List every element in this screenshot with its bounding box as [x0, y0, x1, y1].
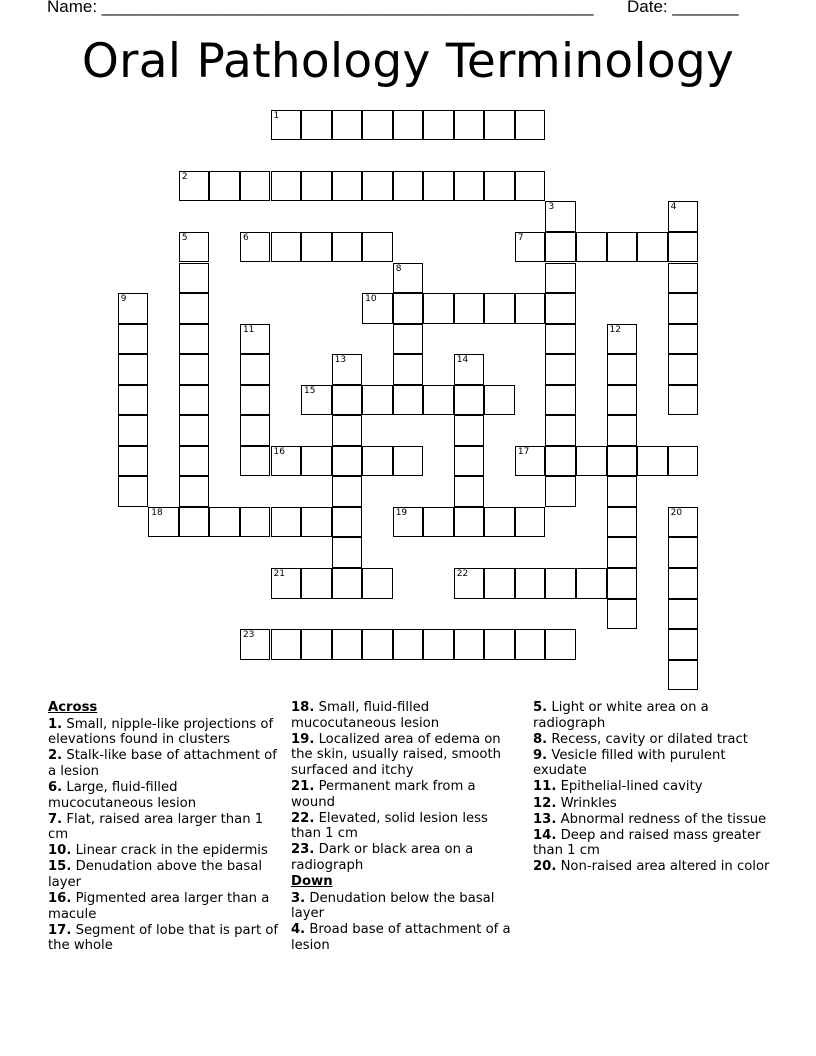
grid-cell[interactable] [393, 263, 424, 294]
clue-column-2 [291, 700, 521, 954]
grid-cell[interactable] [545, 568, 576, 599]
grid-cell[interactable] [332, 446, 363, 477]
grid-cell[interactable] [118, 293, 149, 324]
clue-number-label: 14. [533, 827, 557, 843]
clue-number-label: 18. [291, 700, 315, 715]
grid-cell[interactable] [332, 354, 363, 385]
clue-number: 1 [273, 110, 280, 121]
grid-cell[interactable] [607, 446, 638, 477]
clue-text: Denudation above the basal layer [48, 859, 262, 891]
clue-number: 20 [670, 507, 683, 518]
grid-cell[interactable] [271, 507, 302, 538]
clue-text: Small, fluid-filled mucocutaneous lesion [291, 700, 440, 731]
clue-item [291, 891, 521, 922]
clue-item [48, 780, 280, 811]
clue-text: Elevated, solid lesion less than 1 cm [291, 810, 488, 842]
clue-text: Recess, cavity or dilated tract [547, 731, 748, 747]
grid-cell[interactable] [607, 507, 638, 538]
grid-cell[interactable] [393, 324, 424, 355]
grid-cell[interactable] [515, 232, 546, 263]
grid-cell[interactable] [271, 232, 302, 263]
grid-cell[interactable] [515, 507, 546, 538]
clue-text: Permanent mark from a wound [291, 778, 476, 810]
grid-cell[interactable] [301, 507, 332, 538]
grid-cell[interactable] [454, 507, 485, 538]
grid-cell[interactable] [668, 629, 699, 660]
clue-number-label: 23. [291, 842, 315, 858]
clue-number-label: 12. [533, 795, 557, 811]
clue-text: Localized area of edema on the skin, usually raised, smooth surfaced and itchy [291, 731, 502, 778]
grid-cell[interactable] [362, 171, 393, 202]
grid-cell[interactable] [393, 629, 424, 660]
clue-number: 2 [181, 171, 188, 182]
grid-cell[interactable] [668, 293, 699, 324]
grid-cell[interactable] [240, 385, 271, 416]
clue-text: Denudation below the basal layer [291, 890, 495, 922]
grid-cell[interactable] [301, 110, 332, 141]
grid-cell[interactable] [118, 324, 149, 355]
grid-cell[interactable] [637, 232, 668, 263]
grid-cell[interactable] [332, 629, 363, 660]
grid-cell[interactable] [179, 385, 210, 416]
grid-cell[interactable] [454, 110, 485, 141]
clue-number: 18 [151, 507, 163, 518]
grid-cell[interactable] [332, 171, 363, 202]
clue-number: 3 [548, 202, 555, 213]
grid-cell[interactable] [423, 110, 454, 141]
grid-cell[interactable] [545, 354, 576, 385]
clue-text: Linear crack in the epidermis [71, 843, 268, 859]
grid-cell[interactable] [301, 568, 332, 599]
clue-text: Dark or black area on a radiograph [291, 842, 474, 873]
grid-cell[interactable] [301, 385, 332, 416]
grid-cell[interactable] [332, 415, 363, 446]
grid-cell[interactable] [668, 599, 699, 630]
grid-cell[interactable] [423, 293, 454, 324]
grid-cell[interactable] [209, 171, 240, 202]
grid-cell[interactable] [332, 476, 363, 507]
grid-cell[interactable] [668, 446, 699, 477]
clue-number-label: 2. [48, 748, 63, 764]
clue-number: 9 [120, 294, 127, 305]
clue-text: Stalk-like base of attachment of a lesion [48, 748, 277, 779]
grid-cell[interactable] [454, 476, 485, 507]
grid-cell[interactable] [301, 171, 332, 202]
grid-cell[interactable] [668, 232, 699, 263]
grid-cell[interactable] [515, 568, 546, 599]
grid-cell[interactable] [393, 354, 424, 385]
clue-number-label: 1. [48, 716, 63, 732]
grid-cell[interactable] [179, 354, 210, 385]
grid-cell[interactable] [240, 171, 271, 202]
grid-cell[interactable] [362, 568, 393, 599]
grid-cell[interactable] [179, 446, 210, 477]
grid-cell[interactable] [301, 446, 332, 477]
grid-cell[interactable] [545, 476, 576, 507]
clue-item [533, 732, 773, 748]
clue-number: 17 [517, 446, 530, 457]
grid-cell[interactable] [240, 415, 271, 446]
clue-text: Non-raised area altered in color [556, 859, 770, 875]
grid-cell[interactable] [209, 507, 240, 538]
grid-cell[interactable] [271, 171, 302, 202]
grid-cell[interactable] [576, 232, 607, 263]
clue-item [48, 891, 280, 922]
grid-cell[interactable] [179, 324, 210, 355]
clue-number-label: 4. [291, 922, 306, 938]
grid-cell[interactable] [545, 415, 576, 446]
grid-cell[interactable] [607, 354, 638, 385]
grid-cell[interactable] [454, 354, 485, 385]
grid-cell[interactable] [271, 446, 302, 477]
clue-text: Flat, raised area larger than 1 cm [48, 811, 264, 843]
grid-cell[interactable] [423, 171, 454, 202]
grid-cell[interactable] [332, 507, 363, 538]
grid-cell[interactable] [545, 293, 576, 324]
clue-number: 21 [273, 569, 285, 579]
grid-cell[interactable] [118, 385, 149, 416]
across-heading: Across [48, 700, 98, 715]
grid-cell[interactable] [393, 110, 424, 141]
down-heading: Down [291, 874, 333, 890]
grid-cell[interactable] [179, 293, 210, 324]
clue-number: 16 [273, 446, 285, 457]
clue-text: Broad base of attachment of a lesion [291, 922, 511, 953]
clue-number: 19 [395, 507, 408, 518]
clue-text: Small, nipple-like projections of elevations found in clusters [48, 716, 274, 748]
clue-number: 15 [304, 385, 316, 396]
grid-cell[interactable] [607, 385, 638, 416]
grid-cell[interactable] [668, 507, 699, 538]
clue-item [533, 748, 773, 779]
clue-text: Abnormal redness of the tissue [556, 811, 767, 827]
grid-cell[interactable] [148, 507, 179, 538]
grid-cell[interactable] [240, 354, 271, 385]
grid-cell[interactable] [362, 110, 393, 141]
grid-cell[interactable] [668, 324, 699, 355]
clue-number-label: 9. [533, 747, 548, 763]
grid-cell[interactable] [179, 263, 210, 294]
grid-cell[interactable] [362, 385, 393, 416]
clue-number: 6 [242, 232, 249, 243]
grid-cell[interactable] [179, 476, 210, 507]
grid-cell[interactable] [362, 293, 393, 324]
grid-cell[interactable] [271, 629, 302, 660]
page-title: Oral Pathology Terminology [81, 34, 735, 89]
grid-cell[interactable] [607, 415, 638, 446]
clue-number-label: 11. [533, 779, 557, 795]
grid-cell[interactable] [118, 354, 149, 385]
clue-text: Wrinkles [556, 795, 617, 811]
grid-cell[interactable] [637, 446, 668, 477]
clue-text: Large, fluid-filled mucocutaneous lesion [48, 779, 197, 811]
grid-cell[interactable] [484, 629, 515, 660]
grid-cell[interactable] [454, 629, 485, 660]
clue-item [48, 812, 280, 843]
clue-number-label: 17. [48, 922, 72, 938]
grid-cell[interactable] [301, 629, 332, 660]
clue-text: Light or white area on a radiograph [533, 700, 709, 731]
clue-number: 4 [670, 202, 677, 213]
clue-text: Epithelial-lined cavity [556, 779, 703, 795]
clue-number-label: 3. [291, 890, 306, 906]
clue-number: 14 [456, 355, 469, 366]
grid-cell[interactable] [668, 263, 699, 294]
clue-item [291, 700, 521, 731]
clue-item [533, 700, 773, 731]
grid-cell[interactable] [454, 415, 485, 446]
clue-number: 23 [242, 630, 255, 641]
clue-item [533, 779, 773, 795]
grid-cell[interactable] [607, 537, 638, 568]
grid-cell[interactable] [484, 110, 515, 141]
clue-number-label: 10. [48, 843, 72, 859]
grid-cell[interactable] [484, 568, 515, 599]
grid-cell[interactable] [515, 293, 546, 324]
clue-column-1 [48, 700, 280, 955]
grid-cell[interactable] [332, 568, 363, 599]
clue-item [533, 796, 773, 812]
grid-cell[interactable] [576, 446, 607, 477]
grid-cell[interactable] [607, 324, 638, 355]
grid-cell[interactable] [118, 446, 149, 477]
grid-cell[interactable] [454, 293, 485, 324]
clue-column-3 [533, 700, 773, 876]
grid-cell[interactable] [240, 507, 271, 538]
clue-number-label: 13. [533, 811, 557, 827]
grid-cell[interactable] [545, 629, 576, 660]
grid-cell[interactable] [454, 568, 485, 599]
grid-cell[interactable] [668, 537, 699, 568]
clue-number: 5 [181, 232, 188, 243]
clue-number-label: 5. [533, 700, 548, 715]
date-field-label: Date: _______ [627, 0, 739, 16]
clue-number: 12 [609, 324, 621, 335]
grid-cell[interactable] [332, 537, 363, 568]
grid-cell[interactable] [332, 110, 363, 141]
grid-cell[interactable] [118, 476, 149, 507]
clue-number-label: 21. [291, 778, 315, 794]
clue-text: Deep and raised mass greater than 1 cm [533, 827, 761, 859]
clue-number-label: 19. [291, 731, 315, 747]
grid-cell[interactable] [332, 232, 363, 263]
grid-cell[interactable] [668, 660, 699, 691]
grid-cell[interactable] [668, 568, 699, 599]
clue-text: Vesicle filled with purulent exudate [533, 747, 726, 779]
clue-number-label: 15. [48, 859, 72, 875]
grid-cell[interactable] [301, 232, 332, 263]
grid-cell[interactable] [545, 232, 576, 263]
clue-item [291, 922, 521, 953]
clue-item [48, 748, 280, 779]
grid-cell[interactable] [423, 507, 454, 538]
grid-cell[interactable] [393, 171, 424, 202]
grid-cell[interactable] [179, 171, 210, 202]
clue-item [48, 859, 280, 890]
grid-cell[interactable] [515, 171, 546, 202]
grid-cell[interactable] [118, 415, 149, 446]
clue-number: 11 [242, 324, 255, 335]
grid-cell[interactable] [668, 385, 699, 416]
grid-cell[interactable] [515, 446, 546, 477]
grid-cell[interactable] [454, 171, 485, 202]
grid-cell[interactable] [393, 446, 424, 477]
clue-number-label: 16. [48, 891, 72, 907]
grid-cell[interactable] [271, 568, 302, 599]
grid-cell[interactable] [545, 446, 576, 477]
grid-cell[interactable] [545, 201, 576, 232]
grid-cell[interactable] [423, 629, 454, 660]
clue-number: 7 [517, 232, 524, 243]
grid-cell[interactable] [179, 232, 210, 263]
grid-cell[interactable] [362, 629, 393, 660]
grid-cell[interactable] [454, 385, 485, 416]
grid-cell[interactable] [454, 446, 485, 477]
clue-item [291, 732, 521, 779]
grid-cell[interactable] [607, 232, 638, 263]
grid-cell[interactable] [240, 629, 271, 660]
clue-item [48, 923, 280, 954]
clue-item [533, 828, 773, 859]
grid-cell[interactable] [607, 476, 638, 507]
clue-item [533, 859, 773, 875]
grid-cell[interactable] [607, 568, 638, 599]
grid-cell[interactable] [515, 110, 546, 141]
grid-cell[interactable] [393, 385, 424, 416]
grid-cell[interactable] [484, 293, 515, 324]
grid-cell[interactable] [545, 385, 576, 416]
clue-number: 10 [365, 294, 377, 305]
grid-cell[interactable] [545, 324, 576, 355]
clue-item [291, 811, 521, 842]
grid-cell[interactable] [362, 446, 393, 477]
grid-cell[interactable] [484, 385, 515, 416]
grid-cell[interactable] [271, 110, 302, 141]
grid-cell[interactable] [607, 599, 638, 630]
name-field-label: Name: ____________________________________________________ [47, 0, 594, 16]
grid-cell[interactable] [484, 507, 515, 538]
grid-cell[interactable] [240, 232, 271, 263]
clue-item [533, 812, 773, 828]
clue-item [48, 717, 280, 748]
clue-text: Segment of lobe that is part of the whole [48, 922, 279, 954]
grid-cell[interactable] [423, 385, 454, 416]
clue-number-label: 20. [533, 859, 557, 875]
grid-cell[interactable] [332, 385, 363, 416]
grid-cell[interactable] [515, 629, 546, 660]
clue-number-label: 7. [48, 811, 63, 827]
grid-cell[interactable] [179, 507, 210, 538]
clue-number-label: 6. [48, 779, 63, 795]
clue-number-label: 8. [533, 731, 548, 747]
grid-cell[interactable] [240, 324, 271, 355]
clue-number-label: 22. [291, 810, 315, 826]
grid-cell[interactable] [484, 171, 515, 202]
grid-cell[interactable] [393, 293, 424, 324]
grid-cell[interactable] [576, 568, 607, 599]
grid-cell[interactable] [545, 263, 576, 294]
grid-cell[interactable] [179, 415, 210, 446]
grid-cell[interactable] [240, 446, 271, 477]
clue-number: 22 [456, 569, 469, 579]
clue-item [291, 779, 521, 810]
grid-cell[interactable] [668, 201, 699, 232]
clue-text: Pigmented area larger than a macule [48, 891, 270, 922]
clue-item [291, 842, 521, 873]
grid-cell[interactable] [362, 232, 393, 263]
clue-number: 8 [395, 263, 402, 274]
clue-number: 13 [334, 355, 347, 366]
grid-cell[interactable] [668, 354, 699, 385]
clue-item [48, 843, 280, 859]
grid-cell[interactable] [393, 507, 424, 538]
